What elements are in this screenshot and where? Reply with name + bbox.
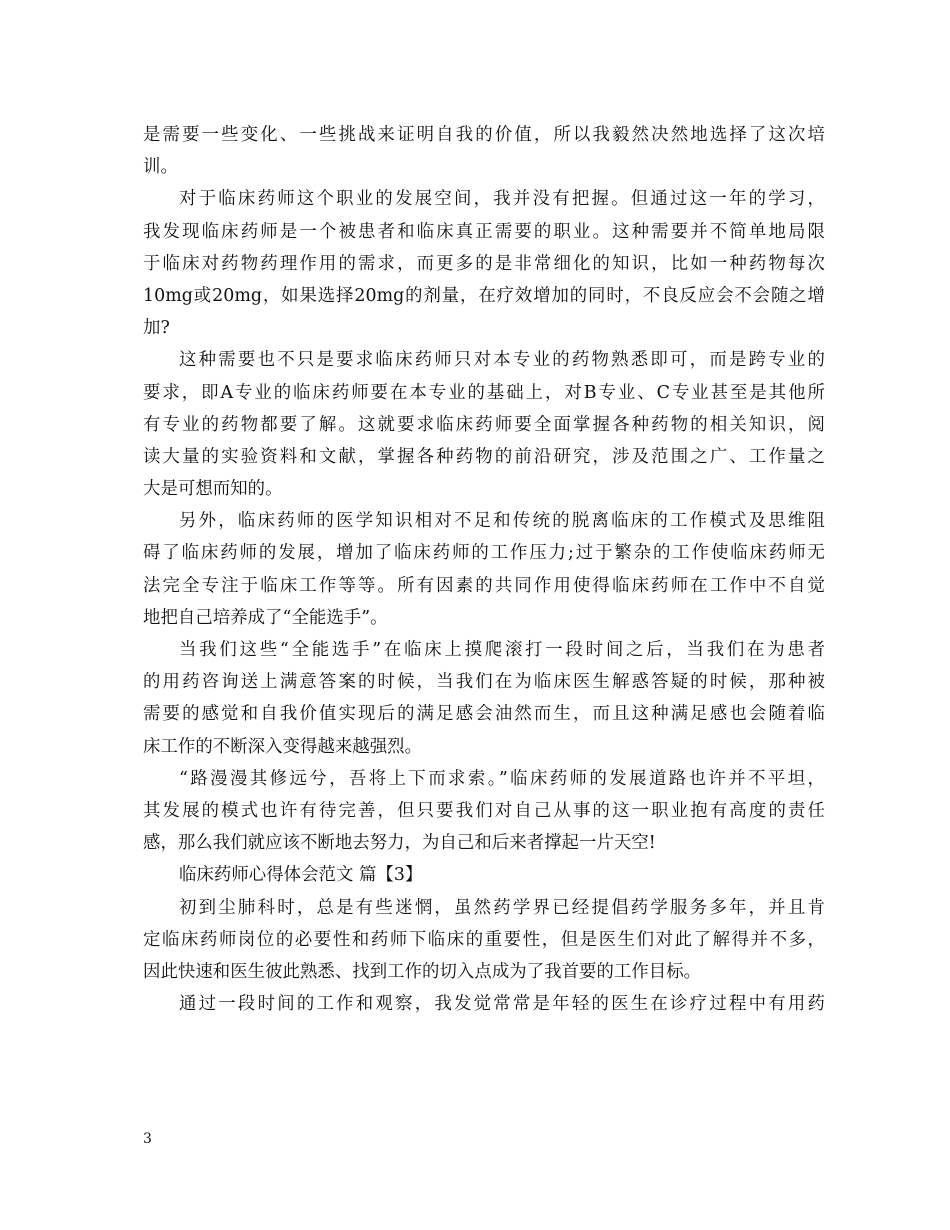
text-line: 读大量的实验资料和文献，掌握各种药物的前沿研究，涉及范围之广、工作量之 xyxy=(143,446,825,467)
paragraph-first-line: 当我们这些“全能选手”在临床上摸爬滚打一段时间之后，当我们在为患者 xyxy=(179,640,825,660)
paragraph-first-line: 这种需要也不只是要求临床药师只对本专业的药物熟悉即可，而是跨专业的 xyxy=(179,350,825,371)
text-line: 因此快速和医生彼此熟悉、找到工作的切入点成为了我首要的工作目标。 xyxy=(143,961,702,982)
text-line: 大是可想而知的。 xyxy=(143,479,283,500)
text-line: 于临床对药物药理作用的需求，而更多的是非常细化的知识，比如一种药物每次 xyxy=(143,253,825,274)
text-line: 地把自己培养成了“全能选手”。 xyxy=(143,607,388,628)
text-line: 其发展的模式也许有待完善，但只要我们对自己从事的这一职业抱有高度的责任 xyxy=(143,800,825,821)
paragraph-first-line: 另外，临床药师的医学知识相对不足和传统的脱离临床的工作模式及思维阻 xyxy=(179,511,825,532)
page-number: 3 xyxy=(143,1131,152,1147)
text-line: 训。 xyxy=(143,157,178,178)
text-line: 有专业的药物都要了解。这就要求临床药师要全面掌握各种药物的相关知识，阅 xyxy=(143,414,825,435)
text-line: 是需要一些变化、一些挑战来证明自我的价值，所以我毅然决然地选择了这次培 xyxy=(143,125,825,145)
text-line: 10mg或20mg，如果选择20mg的剂量，在疗效增加的同时，不良反应会不会随之增 xyxy=(143,285,825,306)
paragraph-first-line: 通过一段时间的工作和观察，我发觉常常是年轻的医生在诊疗过程中有用药 xyxy=(179,994,825,1015)
paragraph-first-line: “路漫漫其修远兮，吾将上下而求索。”临床药师的发展道路也许并不平坦， xyxy=(179,768,825,789)
text-line: 我发现临床药师是一个被患者和临床真正需要的职业。这种需要并不简单地局限 xyxy=(143,221,825,242)
text-line: 法完全专注于临床工作等等。所有因素的共同作用使得临床药师在工作中不自觉 xyxy=(143,575,825,596)
document-body xyxy=(143,119,825,1020)
text-line: 碍了临床药师的发展，增加了临床药师的工作压力;过于繁杂的工作使临床药师无 xyxy=(143,543,825,564)
text-line: 感，那么我们就应该不断地去努力，为自己和后来者撑起一片天空! xyxy=(143,833,656,854)
text-line: 要求，即A专业的临床药师要在本专业的基础上，对B专业、C专业甚至是其他所 xyxy=(143,382,825,403)
text-line: 加? xyxy=(143,318,170,339)
text-line: 床工作的不断深入变得越来越强烈。 xyxy=(143,736,423,757)
paragraph-first-line: 初到尘肺科时，总是有些迷惘，虽然药学界已经提倡药学服务多年，并且肯 xyxy=(179,897,825,918)
paragraph-first-line: 对于临床药师这个职业的发展空间，我并没有把握。但通过这一年的学习， xyxy=(179,189,825,210)
text-line: 的用药咨询送上满意答案的时候，当我们在为临床医生解惑答疑的时候，那种被 xyxy=(143,672,825,693)
text-line: 需要的感觉和自我价值实现后的满足感会油然而生，而且这种满足感也会随着临 xyxy=(143,704,825,725)
section-heading: 临床药师心得体会范文 篇【3】 xyxy=(179,865,423,886)
text-line: 定临床药师岗位的必要性和药师下临床的重要性，但是医生们对此了解得并不多， xyxy=(143,929,825,950)
